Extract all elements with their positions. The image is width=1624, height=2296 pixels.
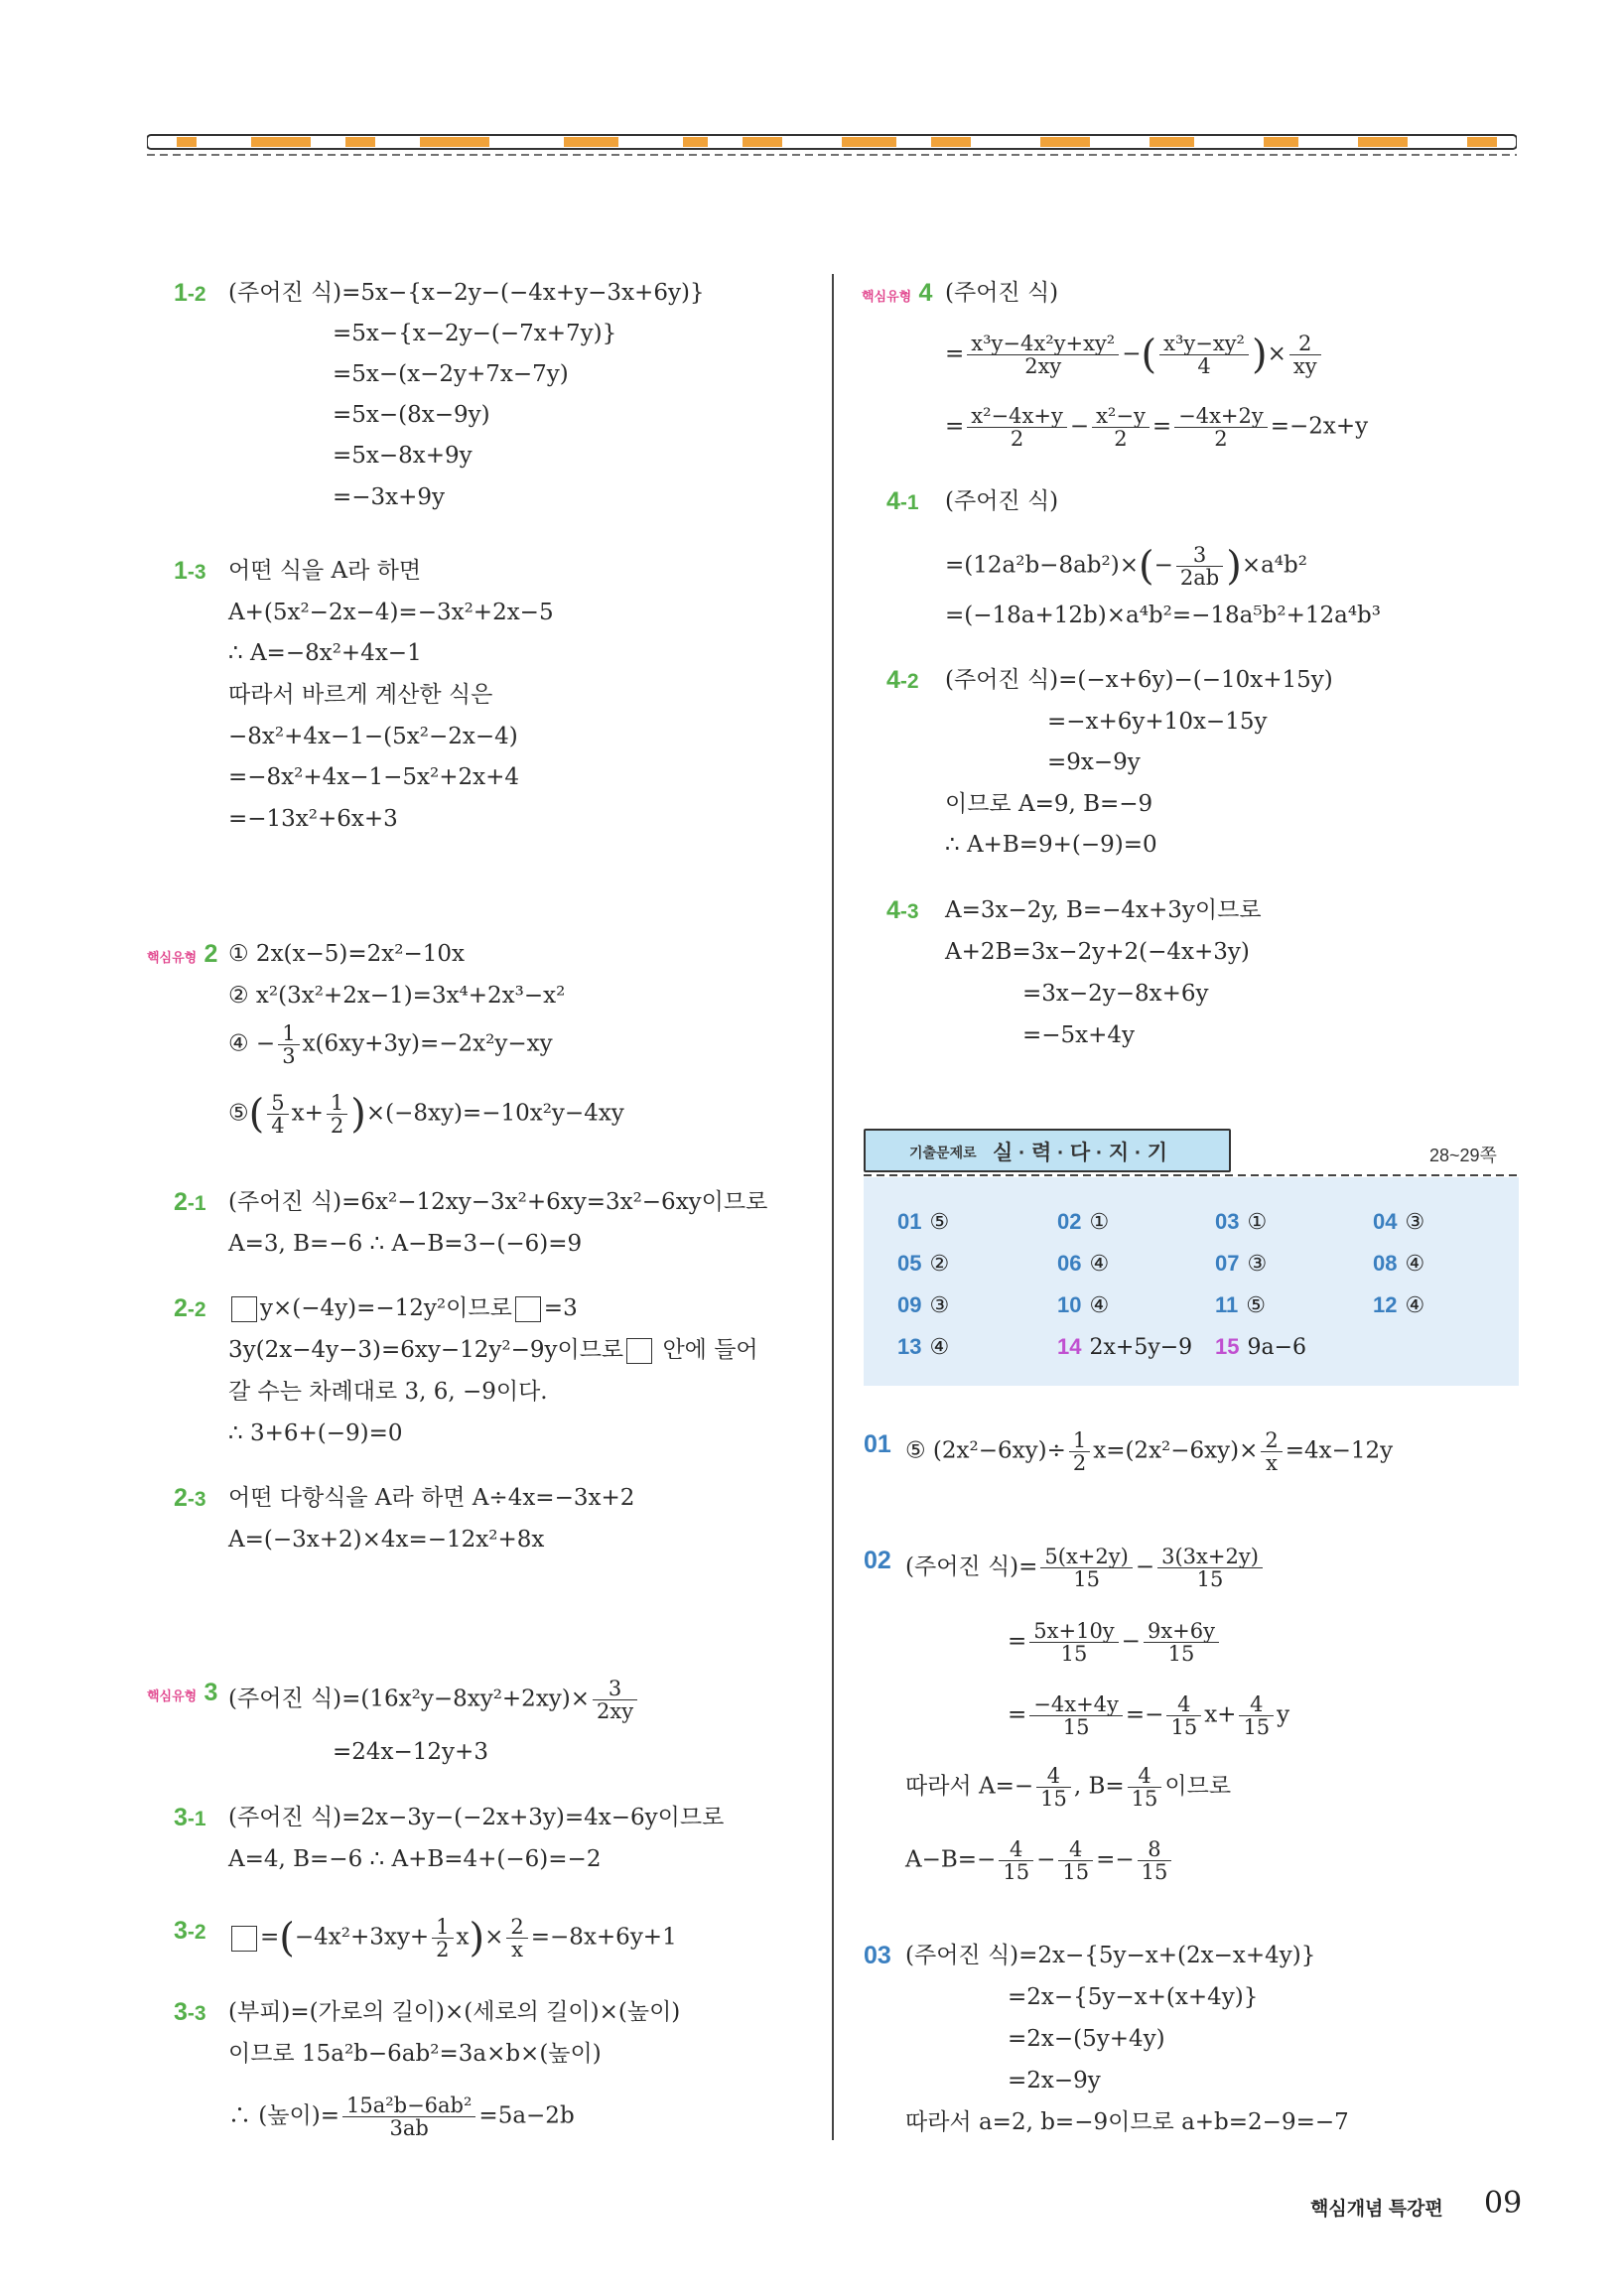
solution-line: = $\frac{\text{x³y−4x²y+xy²}}{2xy}$ −( $\frac{\text{x³y−xy²}}{4}$ )× $\frac{2}{xy}$	[945, 333, 1324, 377]
answer-item	[897, 1334, 949, 1360]
solution-line: ⑤ (2x²−6xy)÷ $\frac{1}{2}$ x=(2x²−6xy)× $\frac{2}{x}$ =4x−12y	[905, 1428, 1394, 1476]
solution-line: (주어진 식)=2x−3y−(−2x+3y)=4x−6y이므로	[228, 1805, 725, 1830]
solution-line: 따라서 a=2, b=−9이므로 a+b=2−9=−7	[905, 2109, 1349, 2135]
solution-line: =−8x²+4x−1−5x²+2x+4	[228, 764, 520, 790]
problem-number: 2	[203, 940, 218, 968]
solution-line: =2x−{5y−x+(x+4y)}	[1008, 1984, 1259, 2010]
answer-value: 2x+5y−9	[1089, 1335, 1193, 1360]
answer-value: ④	[1405, 1252, 1425, 1277]
solution-line: 갈 수는 차례대로 3, 6, −9이다.	[228, 1379, 548, 1405]
answer-number: 05	[897, 1251, 922, 1276]
answer-value: ③	[1247, 1252, 1268, 1277]
solution-line: ① 2x(x−5)=2x²−10x	[228, 941, 465, 967]
answer-item	[1215, 1292, 1266, 1318]
solution-line: =3x−2y−8x+6y	[1022, 981, 1209, 1007]
answer-number: 01	[897, 1209, 922, 1234]
question-number: 03	[864, 1942, 891, 1969]
solution-line: =9x−9y	[1047, 749, 1141, 775]
solution-line: A+(5x²−2x−4)=−3x²+2x−5	[228, 600, 554, 625]
solution-line: A=4, B=−6 ∴ A+B=4+(−6)=−2	[228, 1846, 602, 1872]
blank-box	[515, 1296, 541, 1322]
blank-box	[231, 1926, 257, 1952]
answer-number: 06	[1057, 1251, 1082, 1276]
solution-line: =5x−(8x−9y)	[333, 402, 490, 428]
solution-line: (주어진 식)	[945, 488, 1059, 514]
answer-number: 04	[1373, 1209, 1398, 1234]
answer-value: 9a−6	[1247, 1335, 1307, 1360]
core-type-tag: 핵심유형	[147, 1688, 198, 1703]
answer-value: ①	[1247, 1210, 1268, 1235]
answer-value: ⑤	[1246, 1293, 1266, 1318]
problem-number: 4-1	[886, 487, 919, 515]
solution-line: ② x²(3x²+2x−1)=3x⁴+2x³−x²	[228, 983, 566, 1009]
solution-line: =2x−9y	[1008, 2068, 1101, 2093]
solution-line: (주어진 식)=6x²−12xy−3x²+6xy=3x²−6xy이므로	[228, 1189, 768, 1215]
solution-line: (주어진 식)	[945, 280, 1059, 306]
answer-value: ④	[929, 1335, 950, 1360]
answer-value: ①	[1089, 1210, 1110, 1235]
core-type-tag: 핵심유형	[147, 950, 198, 965]
answer-item	[1215, 1209, 1267, 1235]
solution-line: =5x−{x−2y−(−7x+7y)}	[333, 321, 617, 346]
solution-line: =(−4x²+3xy+ $\frac{1}{2}$ x)× $\frac{2}{x}$ =−8x+6y+1	[228, 1916, 677, 1960]
solution-line: 이므로 A=9, B=−9	[945, 791, 1153, 817]
problem-number: 2-1	[174, 1188, 206, 1216]
solution-line: ∴ (높이)= $\frac{\text{15a²b−6ab²}}{3ab}$ =5a−2b	[228, 2093, 575, 2141]
solution-line: 어떤 식을 A라 하면	[228, 558, 422, 584]
solution-line: 이므로 15a²b−6ab²=3a×b×(높이)	[228, 2041, 602, 2067]
solution-line: 따라서 A=− $\frac{4}{15}$ , B= $\frac{4}{15}$ 이므로	[905, 1764, 1232, 1812]
answer-item	[897, 1209, 949, 1235]
solution-line: (부피)=(가로의 길이)×(세로의 길이)×(높이)	[228, 1999, 681, 2025]
solution-line: (주어진 식)=5x−{x−2y−(−4x+y−3x+6y)}	[228, 280, 705, 306]
solution-line: =−5x+4y	[1022, 1022, 1136, 1048]
answer-item	[1215, 1251, 1267, 1277]
practice-section-banner	[864, 1129, 1231, 1172]
answer-number: 10	[1057, 1292, 1082, 1317]
solution-line: = $\frac{\text{x²−4x+y}}{2}$ − $\frac{\text{x²−y}}{2}$ = $\frac{-4x+2y}{2}$ =−2x+y	[945, 404, 1369, 452]
solution-line: =−x+6y+10x−15y	[1047, 709, 1268, 735]
solution-line: ∴ 3+6+(−9)=0	[228, 1420, 403, 1446]
answer-number: 03	[1215, 1209, 1240, 1234]
solution-line: =5x−(x−2y+7x−7y)	[333, 361, 569, 387]
solution-line: =2x−(5y+4y)	[1008, 2026, 1165, 2052]
blank-box	[626, 1338, 652, 1364]
solution-line: y×(−4y)=−12y²이므로 =3	[228, 1293, 578, 1323]
solution-line: (주어진 식)=(−x+6y)−(−10x+15y)	[945, 667, 1333, 693]
answer-number: 15	[1215, 1334, 1240, 1359]
answer-item	[1057, 1334, 1192, 1360]
page-number: 09	[1484, 2186, 1523, 2221]
answer-number: 02	[1057, 1209, 1082, 1234]
answer-item	[1215, 1334, 1306, 1360]
problem-number: 3	[203, 1679, 218, 1706]
answer-value: ④	[1089, 1252, 1110, 1277]
answer-value: ②	[929, 1252, 950, 1277]
answer-number: 14	[1057, 1334, 1082, 1359]
problem-number: 2-3	[174, 1484, 206, 1512]
question-number: 01	[864, 1430, 891, 1458]
answer-item	[897, 1251, 949, 1277]
answer-number: 08	[1373, 1251, 1398, 1276]
solution-line: A=3x−2y, B=−4x+3y이므로	[945, 897, 1262, 923]
solution-line: ④ − $\frac{1}{3}$ x(6xy+3y)=−2x²y−xy	[228, 1021, 553, 1069]
solution-line: =(12a²b−8ab²)×(− $\frac{3}{2ab}$ )×a⁴b²	[945, 543, 1307, 591]
solution-line: 3y(2x−4y−3)=6xy−12y²−9y이므로 안에 들어	[228, 1337, 758, 1363]
solution-line: = $\frac{5x+10y}{15}$ − $\frac{9x+6y}{15}$	[1008, 1620, 1222, 1665]
footer-section-label: 핵심개념 특강편	[1310, 2199, 1443, 2220]
solution-line: 어떤 다항식을 A라 하면 A÷4x=−3x+2	[228, 1485, 635, 1511]
banner-small-label: 기출문제로	[909, 1145, 977, 1160]
answer-item	[897, 1292, 949, 1318]
solution-line: A=(−3x+2)×4x=−12x²+8x	[228, 1527, 545, 1553]
header-decoration	[147, 131, 1517, 157]
answer-value: ④	[1405, 1293, 1425, 1318]
solution-line: (주어진 식)= $\frac{5(x+2y)}{15}$ − $\frac{3(3x+2y)}{15}$	[905, 1546, 1266, 1590]
problem-number: 1-2	[174, 279, 206, 307]
answer-item	[1373, 1209, 1424, 1235]
solution-line: (주어진 식)=2x−{5y−x+(2x−x+4y)}	[905, 1943, 1316, 1968]
question-number: 02	[864, 1547, 891, 1574]
answer-item	[1057, 1292, 1109, 1318]
solution-line: ∴ A+B=9+(−9)=0	[945, 832, 1157, 858]
solution-line: ⑤( $\frac{5}{4}$ x+ $\frac{1}{2}$ )×(−8xy)=−10x²y−4xy	[228, 1091, 624, 1139]
solution-line: (주어진 식)=(16x²y−8xy²+2xy)× $\frac{3}{2xy}$	[228, 1678, 640, 1722]
problem-number: 4-3	[886, 896, 919, 924]
answer-value: ④	[1089, 1293, 1110, 1318]
answer-value: ⑤	[929, 1210, 950, 1235]
solution-line: A=3, B=−6 ∴ A−B=3−(−6)=9	[228, 1231, 583, 1257]
solution-line: =−3x+9y	[333, 484, 446, 510]
answer-item	[1373, 1292, 1424, 1318]
solution-line: =5x−8x+9y	[333, 443, 473, 469]
solution-line: ∴ A=−8x²+4x−1	[228, 640, 422, 666]
answer-item	[1057, 1209, 1109, 1235]
problem-number: 3-1	[174, 1804, 206, 1831]
problem-number: 3-3	[174, 1998, 206, 2026]
blank-box	[231, 1296, 257, 1322]
column-divider	[832, 274, 834, 2140]
problem-number: 1-3	[174, 557, 206, 585]
banner-title: 실 · 력 · 다 · 지 · 기	[993, 1142, 1168, 1164]
solution-line: A−B=− $\frac{4}{15}$ − $\frac{4}{15}$ =− $\frac{8}{15}$	[905, 1838, 1174, 1883]
problem-number: 4	[918, 279, 933, 307]
problem-number: 3-2	[174, 1917, 206, 1945]
solution-line: =(−18a+12b)×a⁴b²=−18a⁵b²+12a⁴b³	[945, 603, 1381, 628]
solution-line: =−13x²+6x+3	[228, 806, 398, 832]
answer-item	[1373, 1251, 1424, 1277]
page-range: 28~29쪽	[1429, 1146, 1497, 1165]
answer-value: ③	[1405, 1210, 1425, 1235]
problem-number: 4-2	[886, 666, 919, 694]
core-type-tag: 핵심유형	[862, 289, 912, 304]
answer-number: 12	[1373, 1292, 1398, 1317]
solution-line: =24x−12y+3	[333, 1739, 488, 1765]
answer-number: 09	[897, 1292, 922, 1317]
solution-line: = $\frac{-4x+4y}{15}$ =− $\frac{4}{15}$ x+ $\frac{4}{15}$ y	[1008, 1692, 1290, 1740]
answer-number: 07	[1215, 1251, 1240, 1276]
answer-item	[1057, 1251, 1109, 1277]
answer-number: 11	[1215, 1292, 1239, 1317]
answer-value: ③	[929, 1293, 950, 1318]
problem-number: 2-2	[174, 1294, 206, 1322]
answer-number: 13	[897, 1334, 922, 1359]
solution-line: A+2B=3x−2y+2(−4x+3y)	[945, 939, 1250, 965]
solution-line: 따라서 바르게 계산한 식은	[228, 682, 493, 708]
solution-line: −8x²+4x−1−(5x²−2x−4)	[228, 724, 518, 749]
